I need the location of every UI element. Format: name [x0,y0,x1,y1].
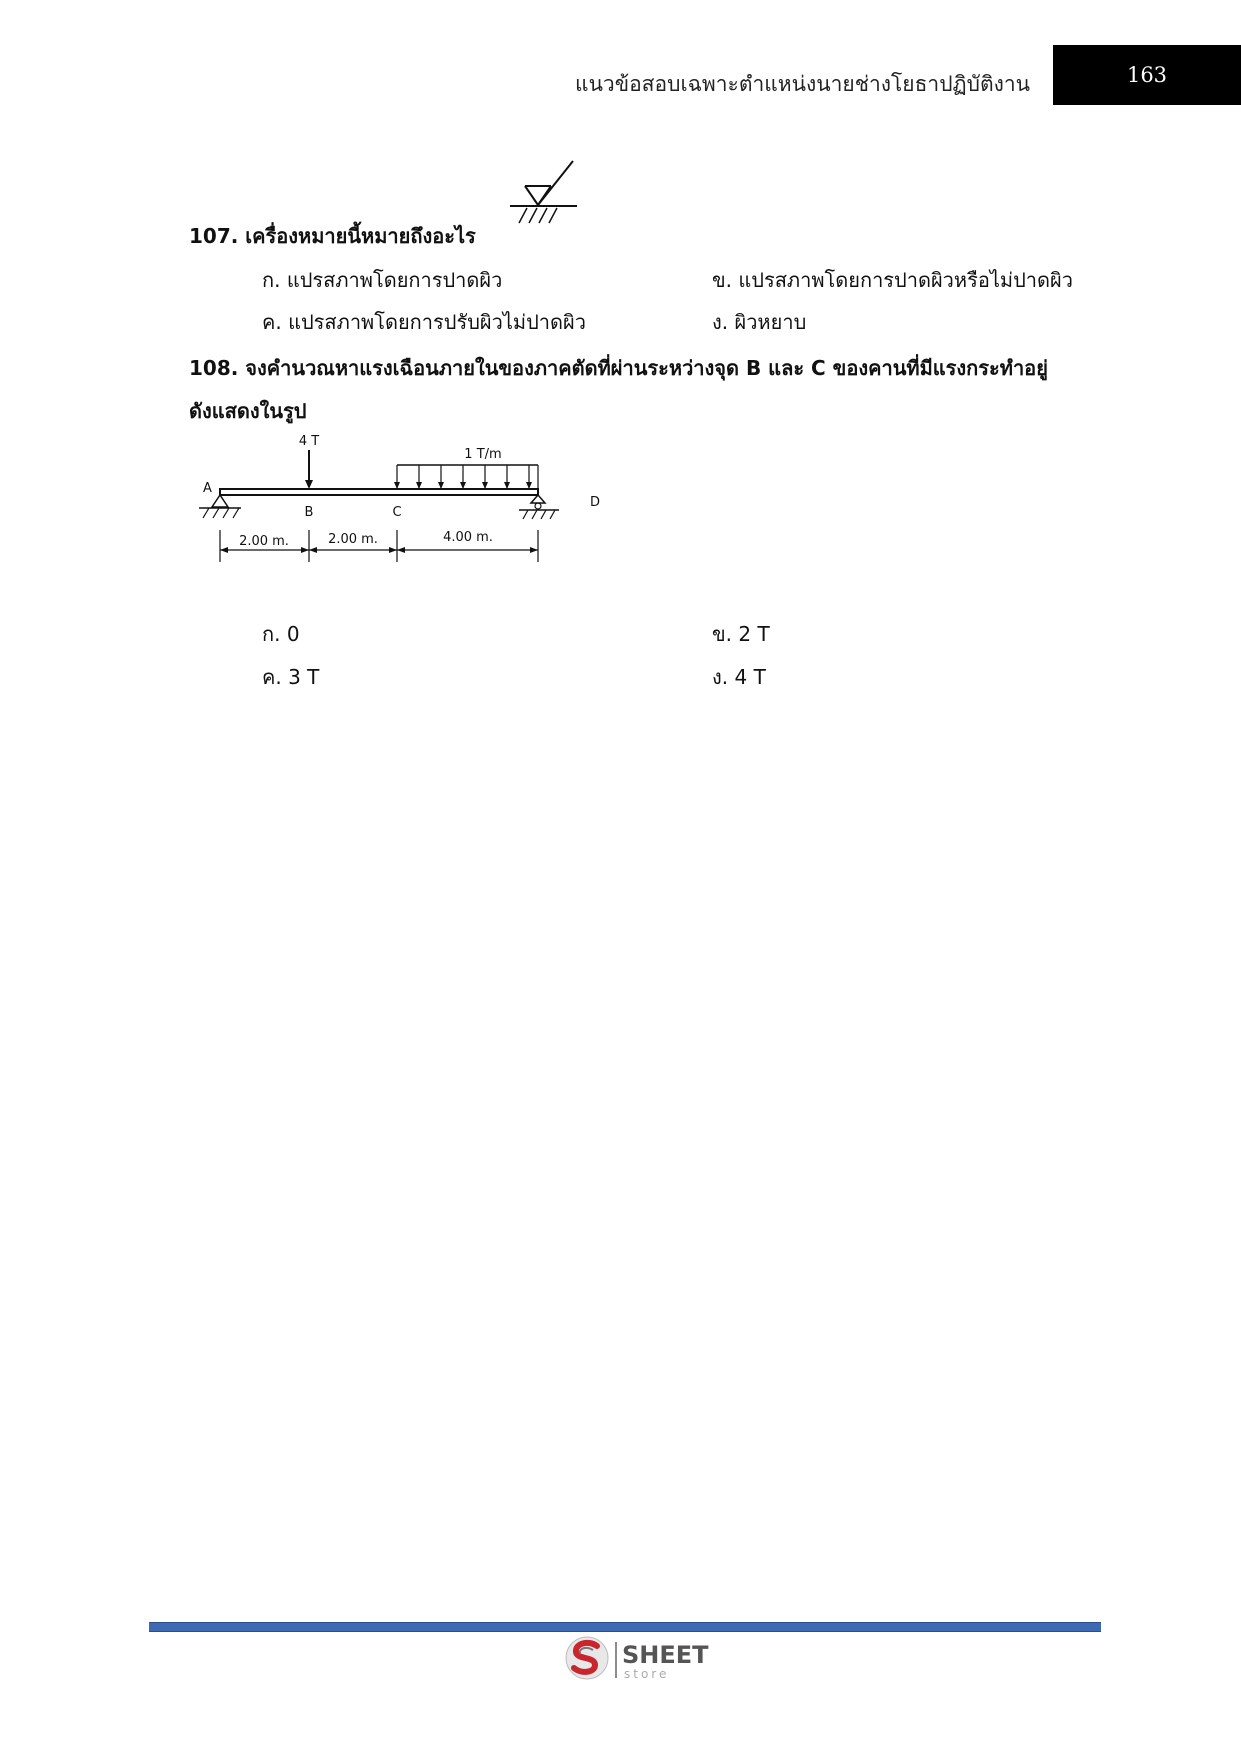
beam [220,489,538,495]
footer-rule [149,1622,1101,1632]
question-107-option-b: ข. แปรสภาพโดยการปาดผิวหรือไม่ปาดผิว [712,268,1073,292]
distributed-load-label: 1 T/m [464,447,502,462]
logo-main-text: SHEET [622,1641,709,1669]
question-107-option-d: ง. ผิวหยาบ [712,310,807,334]
question-108-title-line2: ดังแสดงในรูป [189,399,307,423]
point-load-label: 4 T [298,434,320,449]
question-108-option-b: ข. 2 T [712,622,770,646]
pin-support-a [212,495,228,507]
header-title: แนวข้อสอบเฉพาะตำแหน่งนายช่างโยธาปฏิบัติงาน [575,72,1030,96]
dimension-cd-label: 4.00 m. [443,530,493,545]
surface-finish-symbol-icon [505,157,585,232]
question-108-option-d: ง. 4 T [712,665,766,689]
question-107-option-c: ค. แปรสภาพโดยการปรับผิวไม่ปาดผิว [262,310,586,334]
question-107-title: 107. เครื่องหมายนี้หมายถึงอะไร [189,224,476,248]
question-108-option-a: ก. 0 [262,622,300,646]
point-c-label: C [392,505,402,520]
beam-diagram [185,430,615,570]
question-107-option-a: ก. แปรสภาพโดยการปาดผิว [262,268,503,292]
logo-sub-text: store [624,1667,670,1681]
page-number-tab [1053,45,1241,105]
question-108-option-c: ค. 3 T [262,665,320,689]
point-d-label: D [589,495,601,510]
page-number: 163 [1126,63,1168,87]
point-a-label: A [203,481,212,496]
sheet-store-logo [563,1634,723,1686]
question-108-title-line1: 108. จงคำนวณหาแรงเฉือนภายในของภาคตัดที่ผ่านระหว่างจุด B และ C ของคานที่มีแรงกระทำอยู่ [189,356,1048,380]
dimension-bc-label: 2.00 m. [328,532,378,547]
point-b-label: B [304,505,314,520]
roller-support-d [531,495,545,503]
dimension-ab-label: 2.00 m. [239,534,289,549]
